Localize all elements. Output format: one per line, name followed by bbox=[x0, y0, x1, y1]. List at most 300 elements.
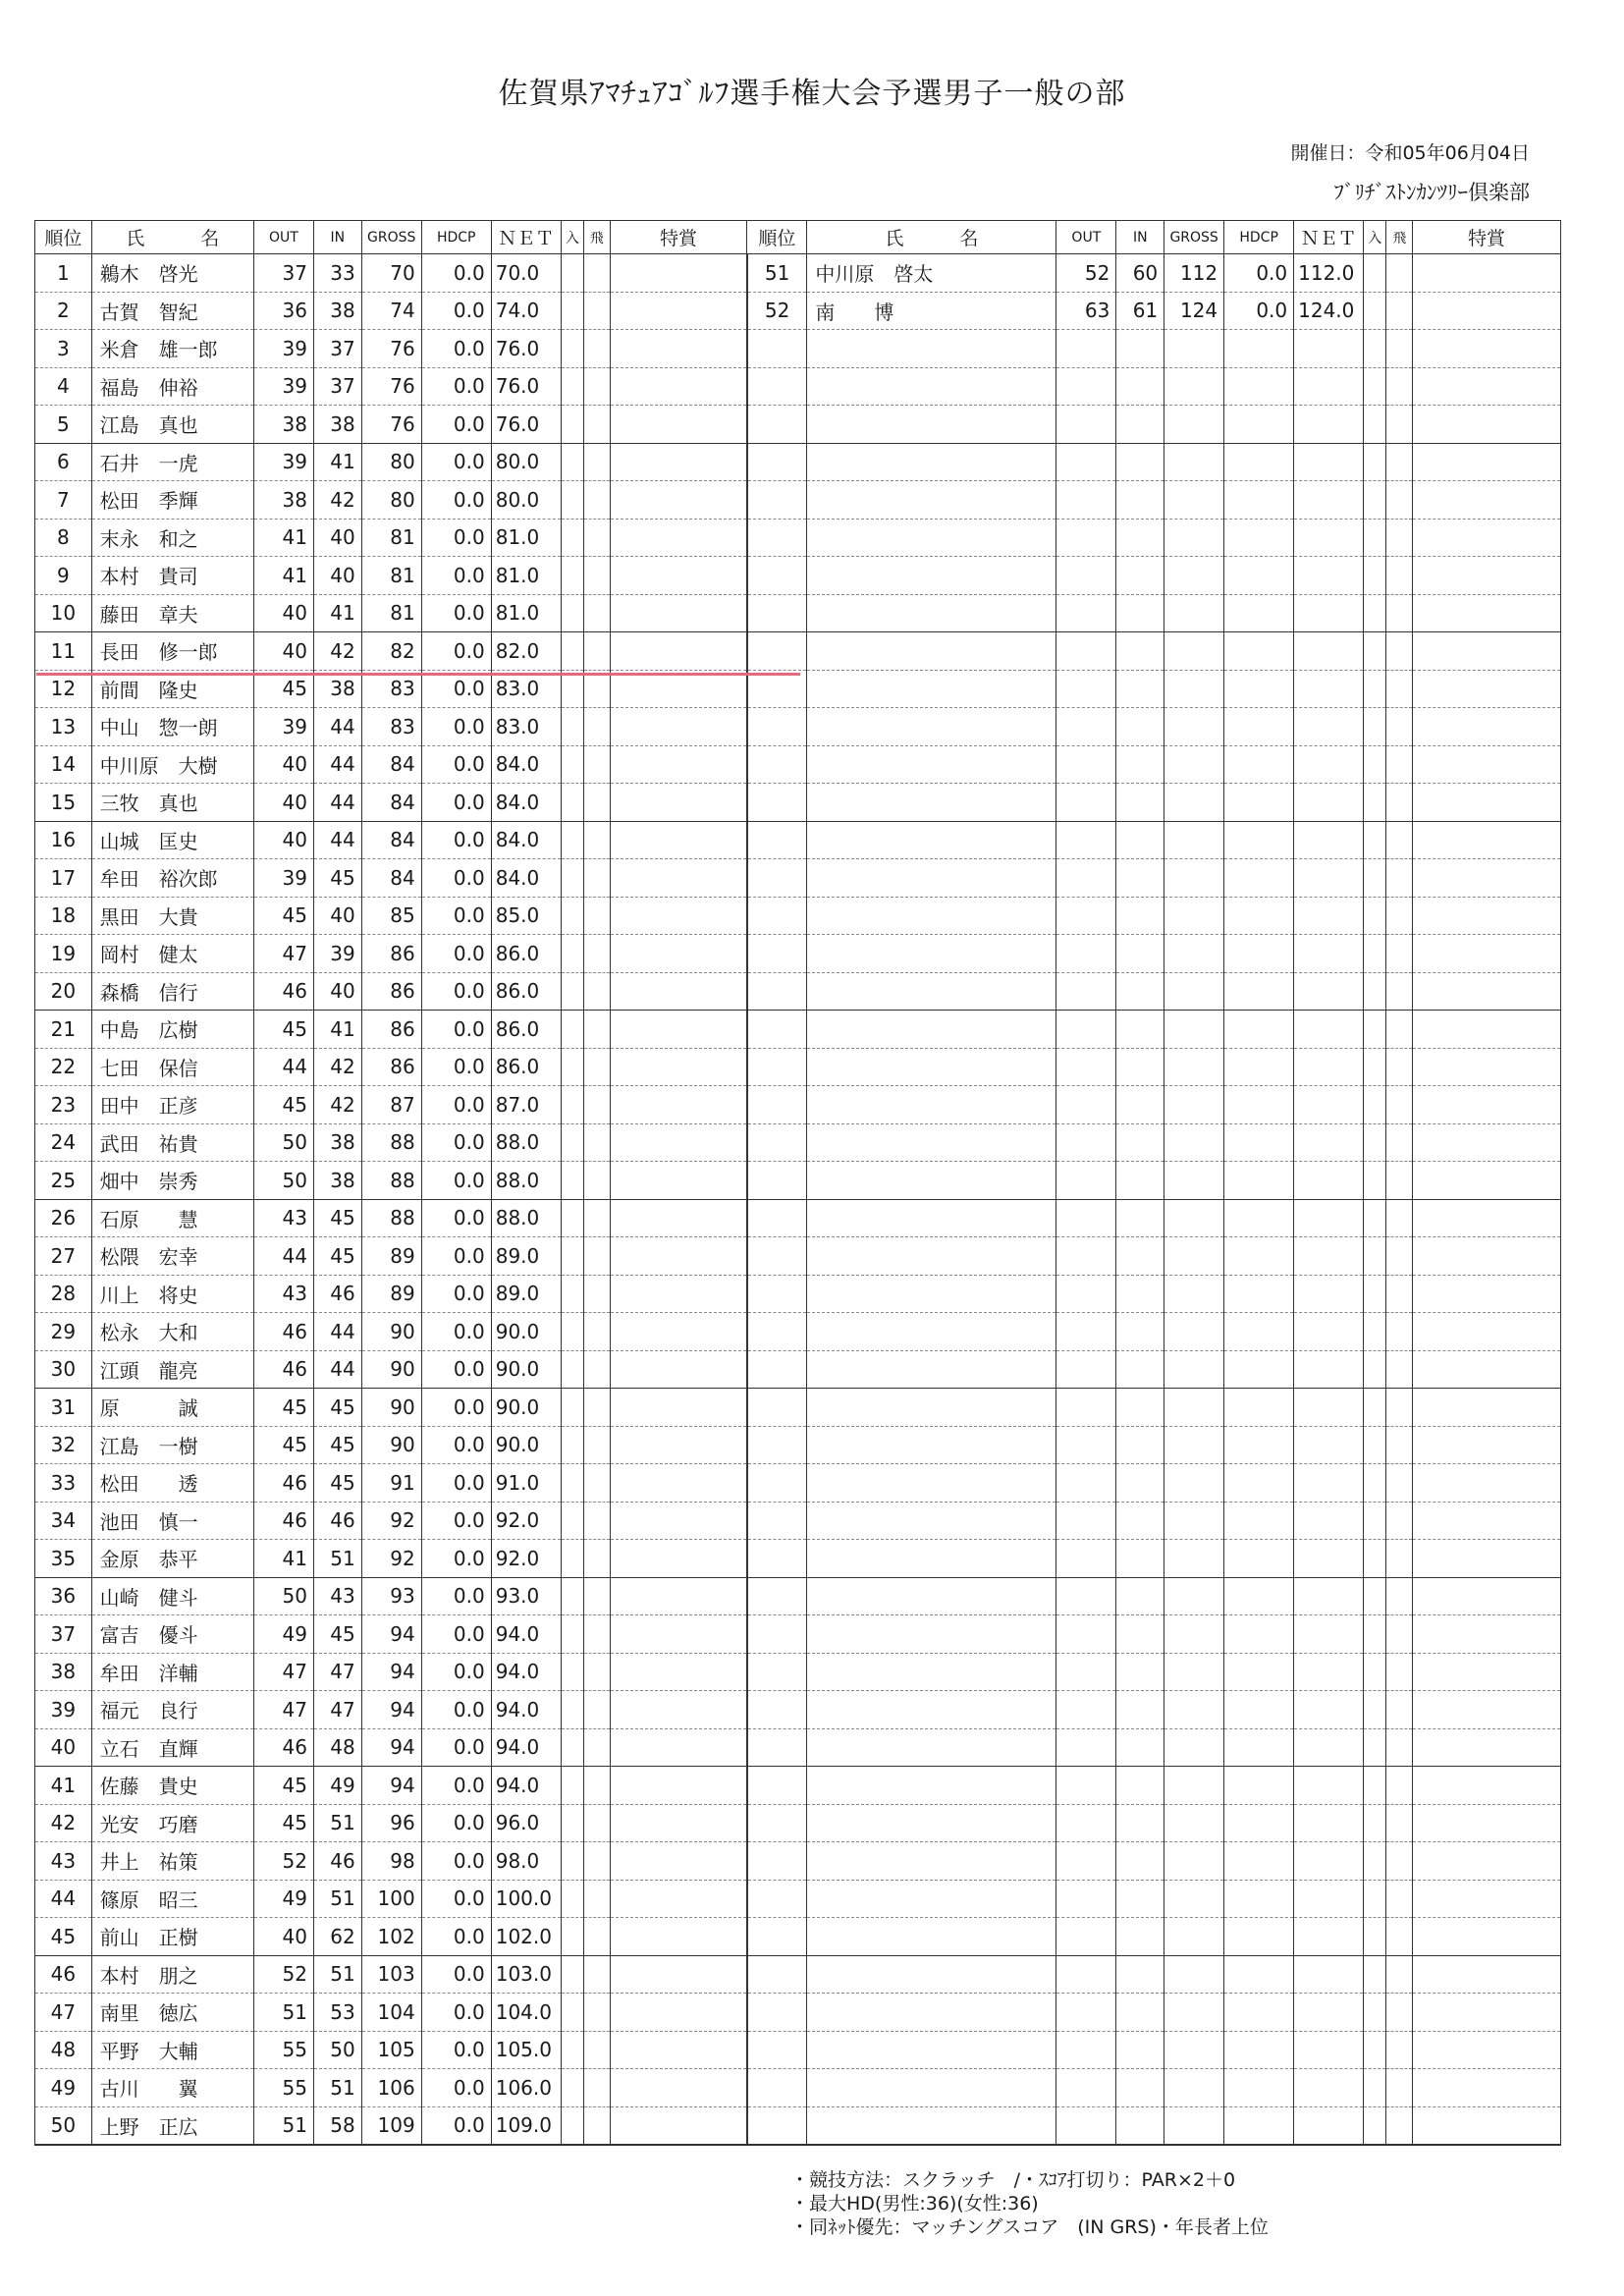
cell-rank bbox=[747, 1615, 807, 1654]
cell-prize bbox=[1413, 1691, 1561, 1729]
cell-hdcp: 0.0 bbox=[421, 1048, 491, 1086]
table-row bbox=[35, 330, 1561, 368]
cell-net bbox=[1294, 708, 1364, 746]
cell-out bbox=[1056, 330, 1116, 368]
cell-name bbox=[807, 519, 1056, 557]
cell-rank bbox=[747, 935, 807, 973]
cell-prize bbox=[1413, 1123, 1561, 1162]
cell-net: 91.0 bbox=[491, 1464, 561, 1503]
cell-name: 川上 将史 bbox=[91, 1275, 253, 1313]
cell-name bbox=[807, 2106, 1056, 2145]
cell-in: 61 bbox=[1116, 292, 1164, 330]
cell-in: 45 bbox=[313, 859, 361, 898]
table-row bbox=[35, 897, 1561, 935]
cell-out: 39 bbox=[253, 859, 313, 898]
cell-drive bbox=[1386, 670, 1413, 708]
cell-rank: 30 bbox=[35, 1350, 92, 1389]
cell-out: 50 bbox=[253, 1162, 313, 1200]
cell-out: 40 bbox=[253, 1918, 313, 1956]
cell-net: 90.0 bbox=[491, 1313, 561, 1351]
cell-hdcp bbox=[1224, 1350, 1294, 1389]
cell-drive bbox=[1386, 859, 1413, 898]
table-row bbox=[35, 1048, 1561, 1086]
cell-entry bbox=[561, 1728, 583, 1767]
cell-out: 44 bbox=[253, 1048, 313, 1086]
cell-net: 90.0 bbox=[491, 1389, 561, 1427]
cell-entry bbox=[1364, 784, 1386, 822]
cell-hdcp: 0.0 bbox=[421, 1653, 491, 1691]
cell-entry bbox=[561, 1464, 583, 1503]
cell-net: 94.0 bbox=[491, 1728, 561, 1767]
cell-rank: 1 bbox=[35, 254, 92, 293]
cell-in: 45 bbox=[313, 1389, 361, 1427]
cell-drive bbox=[583, 1918, 610, 1956]
cell-drive bbox=[1386, 1086, 1413, 1124]
cell-gross bbox=[1164, 1426, 1224, 1464]
cell-entry bbox=[561, 1199, 583, 1237]
cell-net bbox=[1294, 1464, 1364, 1503]
cell-drive bbox=[1386, 935, 1413, 973]
cell-drive bbox=[583, 1048, 610, 1086]
cell-prize bbox=[610, 1237, 747, 1276]
cell-gross bbox=[1164, 784, 1224, 822]
col-gross-header: GROSS bbox=[1164, 221, 1224, 254]
cell-prize bbox=[610, 557, 747, 595]
cell-drive bbox=[1386, 784, 1413, 822]
cell-net bbox=[1294, 972, 1364, 1011]
table-row bbox=[35, 935, 1561, 973]
cell-hdcp bbox=[1224, 1162, 1294, 1200]
cell-name: 松永 大和 bbox=[91, 1313, 253, 1351]
cell-hdcp: 0.0 bbox=[421, 972, 491, 1011]
cell-in: 44 bbox=[313, 784, 361, 822]
cell-drive bbox=[1386, 481, 1413, 519]
cell-out bbox=[1056, 1880, 1116, 1918]
cell-out: 47 bbox=[253, 935, 313, 973]
cell-name: 畑中 崇秀 bbox=[91, 1162, 253, 1200]
cell-prize bbox=[1413, 708, 1561, 746]
cell-name bbox=[807, 1350, 1056, 1389]
cell-net bbox=[1294, 1048, 1364, 1086]
table-row bbox=[35, 821, 1561, 859]
cell-drive bbox=[583, 1086, 610, 1124]
cell-gross: 91 bbox=[361, 1464, 421, 1503]
cell-hdcp bbox=[1224, 2069, 1294, 2107]
cell-drive bbox=[1386, 1691, 1413, 1729]
cell-gross bbox=[1164, 1691, 1224, 1729]
cell-out bbox=[1056, 897, 1116, 935]
cell-prize bbox=[610, 1502, 747, 1540]
cell-drive bbox=[583, 821, 610, 859]
cell-name bbox=[807, 784, 1056, 822]
cell-net: 98.0 bbox=[491, 1842, 561, 1881]
cell-in bbox=[1116, 1011, 1164, 1049]
cell-gross: 98 bbox=[361, 1842, 421, 1881]
cell-hdcp bbox=[1224, 367, 1294, 406]
cell-entry bbox=[1364, 972, 1386, 1011]
cell-drive bbox=[1386, 406, 1413, 444]
cell-gross: 103 bbox=[361, 1955, 421, 1994]
cell-in: 40 bbox=[313, 557, 361, 595]
col-drive-header: 飛 bbox=[1386, 221, 1413, 254]
cell-drive bbox=[1386, 1804, 1413, 1842]
cell-name: 松田 透 bbox=[91, 1464, 253, 1503]
cell-rank: 12 bbox=[35, 670, 92, 708]
cell-rank: 46 bbox=[35, 1955, 92, 1994]
cell-rank: 31 bbox=[35, 1389, 92, 1427]
event-venue: ﾌﾞﾘﾁﾞｽﾄﾝｶﾝﾂﾘｰ倶楽部 bbox=[1333, 181, 1530, 204]
cell-rank bbox=[747, 1237, 807, 1276]
cell-in: 45 bbox=[313, 1464, 361, 1503]
cell-in: 41 bbox=[313, 594, 361, 632]
cell-name: 黒田 大貴 bbox=[91, 897, 253, 935]
cell-out: 40 bbox=[253, 632, 313, 671]
cell-drive bbox=[583, 1615, 610, 1654]
cell-out: 55 bbox=[253, 2069, 313, 2107]
cell-net: 84.0 bbox=[491, 745, 561, 784]
cell-gross bbox=[1164, 1275, 1224, 1313]
cell-in: 38 bbox=[313, 406, 361, 444]
cell-in: 39 bbox=[313, 935, 361, 973]
cell-rank: 11 bbox=[35, 632, 92, 671]
cell-name bbox=[807, 935, 1056, 973]
cell-rank bbox=[747, 594, 807, 632]
cell-drive bbox=[1386, 1918, 1413, 1956]
cell-net bbox=[1294, 2031, 1364, 2069]
col-name-header: 氏 名 bbox=[807, 221, 1056, 254]
cell-out: 41 bbox=[253, 519, 313, 557]
cell-in: 42 bbox=[313, 481, 361, 519]
cell-hdcp bbox=[1224, 1955, 1294, 1994]
cell-rank bbox=[747, 406, 807, 444]
cell-drive bbox=[583, 897, 610, 935]
cell-net bbox=[1294, 745, 1364, 784]
cell-rank: 49 bbox=[35, 2069, 92, 2107]
cell-out bbox=[1056, 1767, 1116, 1805]
cell-rank bbox=[747, 708, 807, 746]
cell-net bbox=[1294, 632, 1364, 671]
cell-in: 51 bbox=[313, 2069, 361, 2107]
cell-net: 124.0 bbox=[1294, 292, 1364, 330]
cell-out: 52 bbox=[253, 1842, 313, 1881]
cell-in bbox=[1116, 1577, 1164, 1615]
cell-name: 三牧 真也 bbox=[91, 784, 253, 822]
cell-hdcp: 0.0 bbox=[421, 1540, 491, 1578]
cell-entry bbox=[561, 292, 583, 330]
cell-prize bbox=[1413, 935, 1561, 973]
cell-prize bbox=[1413, 1275, 1561, 1313]
table-row bbox=[35, 1804, 1561, 1842]
cell-prize bbox=[1413, 1804, 1561, 1842]
cell-gross: 81 bbox=[361, 594, 421, 632]
cell-in bbox=[1116, 745, 1164, 784]
cell-gross bbox=[1164, 1918, 1224, 1956]
cell-out: 49 bbox=[253, 1615, 313, 1654]
cell-entry bbox=[561, 1048, 583, 1086]
cell-out: 46 bbox=[253, 1502, 313, 1540]
cell-hdcp bbox=[1224, 1313, 1294, 1351]
cell-out bbox=[1056, 1955, 1116, 1994]
cell-drive bbox=[1386, 2106, 1413, 2145]
cell-rank: 52 bbox=[747, 292, 807, 330]
cell-hdcp bbox=[1224, 406, 1294, 444]
cell-rank bbox=[747, 1577, 807, 1615]
cell-name bbox=[807, 859, 1056, 898]
cell-prize bbox=[610, 935, 747, 973]
col-in-header: IN bbox=[1116, 221, 1164, 254]
table-row bbox=[35, 632, 1561, 671]
cell-entry bbox=[561, 972, 583, 1011]
cell-net: 88.0 bbox=[491, 1199, 561, 1237]
cell-entry bbox=[1364, 1275, 1386, 1313]
cell-rank bbox=[747, 1955, 807, 1994]
cell-name: 平野 大輔 bbox=[91, 2031, 253, 2069]
cell-entry bbox=[1364, 1880, 1386, 1918]
cell-prize bbox=[1413, 1767, 1561, 1805]
cell-drive bbox=[583, 1011, 610, 1049]
cell-name: 山崎 健斗 bbox=[91, 1577, 253, 1615]
cell-name bbox=[807, 897, 1056, 935]
cell-gross: 85 bbox=[361, 897, 421, 935]
cell-prize bbox=[1413, 406, 1561, 444]
cell-hdcp: 0.0 bbox=[421, 1162, 491, 1200]
cell-drive bbox=[1386, 367, 1413, 406]
cell-hdcp bbox=[1224, 594, 1294, 632]
cell-drive bbox=[583, 708, 610, 746]
cell-in bbox=[1116, 367, 1164, 406]
cell-hdcp bbox=[1224, 1237, 1294, 1276]
cell-in: 42 bbox=[313, 1048, 361, 1086]
cell-drive bbox=[1386, 1842, 1413, 1881]
cell-entry bbox=[561, 1426, 583, 1464]
cell-hdcp: 0.0 bbox=[421, 1880, 491, 1918]
cell-out bbox=[1056, 1464, 1116, 1503]
cell-hdcp bbox=[1224, 972, 1294, 1011]
cell-rank: 47 bbox=[35, 1994, 92, 2032]
cell-gross bbox=[1164, 1994, 1224, 2032]
results-body bbox=[35, 254, 1561, 2146]
cell-in bbox=[1116, 1086, 1164, 1124]
cell-rank bbox=[747, 1123, 807, 1162]
cell-rank bbox=[747, 1389, 807, 1427]
cell-drive bbox=[583, 1162, 610, 1200]
cell-entry bbox=[1364, 1464, 1386, 1503]
cell-in bbox=[1116, 972, 1164, 1011]
cell-prize bbox=[1413, 670, 1561, 708]
cell-entry bbox=[561, 1653, 583, 1691]
cell-gross: 84 bbox=[361, 784, 421, 822]
cell-in: 51 bbox=[313, 1880, 361, 1918]
cell-rank: 24 bbox=[35, 1123, 92, 1162]
cell-name: 中山 惣一朗 bbox=[91, 708, 253, 746]
cell-drive bbox=[1386, 330, 1413, 368]
cell-hdcp: 0.0 bbox=[421, 292, 491, 330]
cell-name: 森橋 信行 bbox=[91, 972, 253, 1011]
cell-net: 86.0 bbox=[491, 1048, 561, 1086]
table-row bbox=[35, 2031, 1561, 2069]
cell-drive bbox=[583, 1767, 610, 1805]
col-rank-header: 順位 bbox=[747, 221, 807, 254]
cell-net bbox=[1294, 1691, 1364, 1729]
cell-in bbox=[1116, 1994, 1164, 2032]
cell-out: 45 bbox=[253, 1804, 313, 1842]
note-line: ・最大HD(男性:36)(女性:36) bbox=[790, 2193, 1039, 2214]
cell-rank bbox=[747, 1313, 807, 1351]
cell-drive bbox=[583, 745, 610, 784]
cell-net: 84.0 bbox=[491, 859, 561, 898]
cell-out bbox=[1056, 821, 1116, 859]
cell-gross bbox=[1164, 1086, 1224, 1124]
cell-net bbox=[1294, 1123, 1364, 1162]
cell-entry bbox=[1364, 670, 1386, 708]
cell-hdcp: 0.0 bbox=[421, 670, 491, 708]
cell-name bbox=[807, 330, 1056, 368]
cell-gross bbox=[1164, 481, 1224, 519]
cell-drive bbox=[1386, 1728, 1413, 1767]
cell-entry bbox=[561, 519, 583, 557]
cell-in: 58 bbox=[313, 2106, 361, 2145]
cell-name: 中島 広樹 bbox=[91, 1011, 253, 1049]
table-row bbox=[35, 708, 1561, 746]
cell-hdcp: 0.0 bbox=[421, 1577, 491, 1615]
cell-in: 44 bbox=[313, 1313, 361, 1351]
cell-gross: 76 bbox=[361, 330, 421, 368]
cell-prize bbox=[610, 1464, 747, 1503]
table-row bbox=[35, 1502, 1561, 1540]
cell-hdcp bbox=[1224, 1653, 1294, 1691]
cell-in bbox=[1116, 406, 1164, 444]
cell-out: 40 bbox=[253, 594, 313, 632]
cell-hdcp bbox=[1224, 670, 1294, 708]
cell-entry bbox=[1364, 632, 1386, 671]
cell-in bbox=[1116, 443, 1164, 481]
cell-gross: 80 bbox=[361, 443, 421, 481]
cell-out bbox=[1056, 2106, 1116, 2145]
cell-prize bbox=[1413, 1048, 1561, 1086]
cell-entry bbox=[561, 1540, 583, 1578]
cell-rank: 40 bbox=[35, 1728, 92, 1767]
cell-prize bbox=[1413, 594, 1561, 632]
table-row bbox=[35, 1767, 1561, 1805]
cell-rank: 45 bbox=[35, 1918, 92, 1956]
cell-name bbox=[807, 1464, 1056, 1503]
cell-name bbox=[807, 1728, 1056, 1767]
cell-rank bbox=[747, 1086, 807, 1124]
cell-prize bbox=[1413, 292, 1561, 330]
table-row bbox=[35, 406, 1561, 444]
cell-hdcp: 0.0 bbox=[421, 481, 491, 519]
cell-rank bbox=[747, 1275, 807, 1313]
cell-entry bbox=[1364, 1350, 1386, 1389]
cell-entry bbox=[561, 594, 583, 632]
cell-name: 南 博 bbox=[807, 292, 1056, 330]
cell-prize bbox=[610, 2106, 747, 2145]
cell-drive bbox=[1386, 1237, 1413, 1276]
cell-gross: 90 bbox=[361, 1426, 421, 1464]
cell-name: 佐藤 貴史 bbox=[91, 1767, 253, 1805]
cell-hdcp: 0.0 bbox=[421, 1502, 491, 1540]
cell-hdcp bbox=[1224, 859, 1294, 898]
cell-in bbox=[1116, 1880, 1164, 1918]
cell-entry bbox=[561, 330, 583, 368]
cell-net bbox=[1294, 1162, 1364, 1200]
cell-entry bbox=[561, 1880, 583, 1918]
table-row bbox=[35, 1540, 1561, 1578]
cell-rank: 51 bbox=[747, 254, 807, 293]
cell-net bbox=[1294, 1237, 1364, 1276]
cell-rank: 22 bbox=[35, 1048, 92, 1086]
cell-hdcp: 0.0 bbox=[1224, 292, 1294, 330]
cell-drive bbox=[1386, 1313, 1413, 1351]
cell-hdcp bbox=[1224, 1389, 1294, 1427]
cell-drive bbox=[1386, 1048, 1413, 1086]
cell-out bbox=[1056, 2069, 1116, 2107]
cell-out bbox=[1056, 406, 1116, 444]
cell-name: 山城 匡史 bbox=[91, 821, 253, 859]
cell-gross bbox=[1164, 330, 1224, 368]
cell-net: 82.0 bbox=[491, 632, 561, 671]
cell-entry bbox=[561, 1691, 583, 1729]
cell-name bbox=[807, 708, 1056, 746]
cell-net bbox=[1294, 1653, 1364, 1691]
cell-prize bbox=[1413, 1615, 1561, 1654]
cell-drive bbox=[1386, 1426, 1413, 1464]
cell-prize bbox=[1413, 1728, 1561, 1767]
cell-prize bbox=[1413, 1653, 1561, 1691]
cell-drive bbox=[583, 859, 610, 898]
cell-drive bbox=[583, 1994, 610, 2032]
cell-out: 50 bbox=[253, 1123, 313, 1162]
cell-rank bbox=[747, 443, 807, 481]
cell-hdcp: 0.0 bbox=[421, 254, 491, 293]
cell-in bbox=[1116, 1275, 1164, 1313]
cell-in: 47 bbox=[313, 1653, 361, 1691]
cell-hdcp bbox=[1224, 1123, 1294, 1162]
cell-in bbox=[1116, 1199, 1164, 1237]
cell-drive bbox=[1386, 1502, 1413, 1540]
cell-drive bbox=[1386, 632, 1413, 671]
cell-drive bbox=[1386, 708, 1413, 746]
cell-prize bbox=[1413, 1540, 1561, 1578]
cell-hdcp bbox=[1224, 897, 1294, 935]
cell-net: 92.0 bbox=[491, 1540, 561, 1578]
cell-prize bbox=[610, 443, 747, 481]
cell-entry bbox=[561, 1086, 583, 1124]
cell-entry bbox=[561, 406, 583, 444]
cell-name bbox=[807, 1767, 1056, 1805]
cell-prize bbox=[1413, 1577, 1561, 1615]
cell-entry bbox=[1364, 406, 1386, 444]
cell-entry bbox=[1364, 443, 1386, 481]
cell-in bbox=[1116, 557, 1164, 595]
col-hdcp-header: HDCP bbox=[421, 221, 491, 254]
table-row bbox=[35, 2106, 1561, 2145]
cell-name: 七田 保信 bbox=[91, 1048, 253, 1086]
cell-net: 90.0 bbox=[491, 1350, 561, 1389]
cell-rank: 38 bbox=[35, 1653, 92, 1691]
cell-net bbox=[1294, 2069, 1364, 2107]
cell-out: 39 bbox=[253, 708, 313, 746]
cell-prize bbox=[1413, 481, 1561, 519]
cell-in bbox=[1116, 594, 1164, 632]
cell-drive bbox=[1386, 1350, 1413, 1389]
cell-entry bbox=[1364, 1162, 1386, 1200]
cell-entry bbox=[561, 708, 583, 746]
cell-name bbox=[807, 1162, 1056, 1200]
cell-drive bbox=[583, 1691, 610, 1729]
cell-net: 76.0 bbox=[491, 367, 561, 406]
cell-rank: 34 bbox=[35, 1502, 92, 1540]
